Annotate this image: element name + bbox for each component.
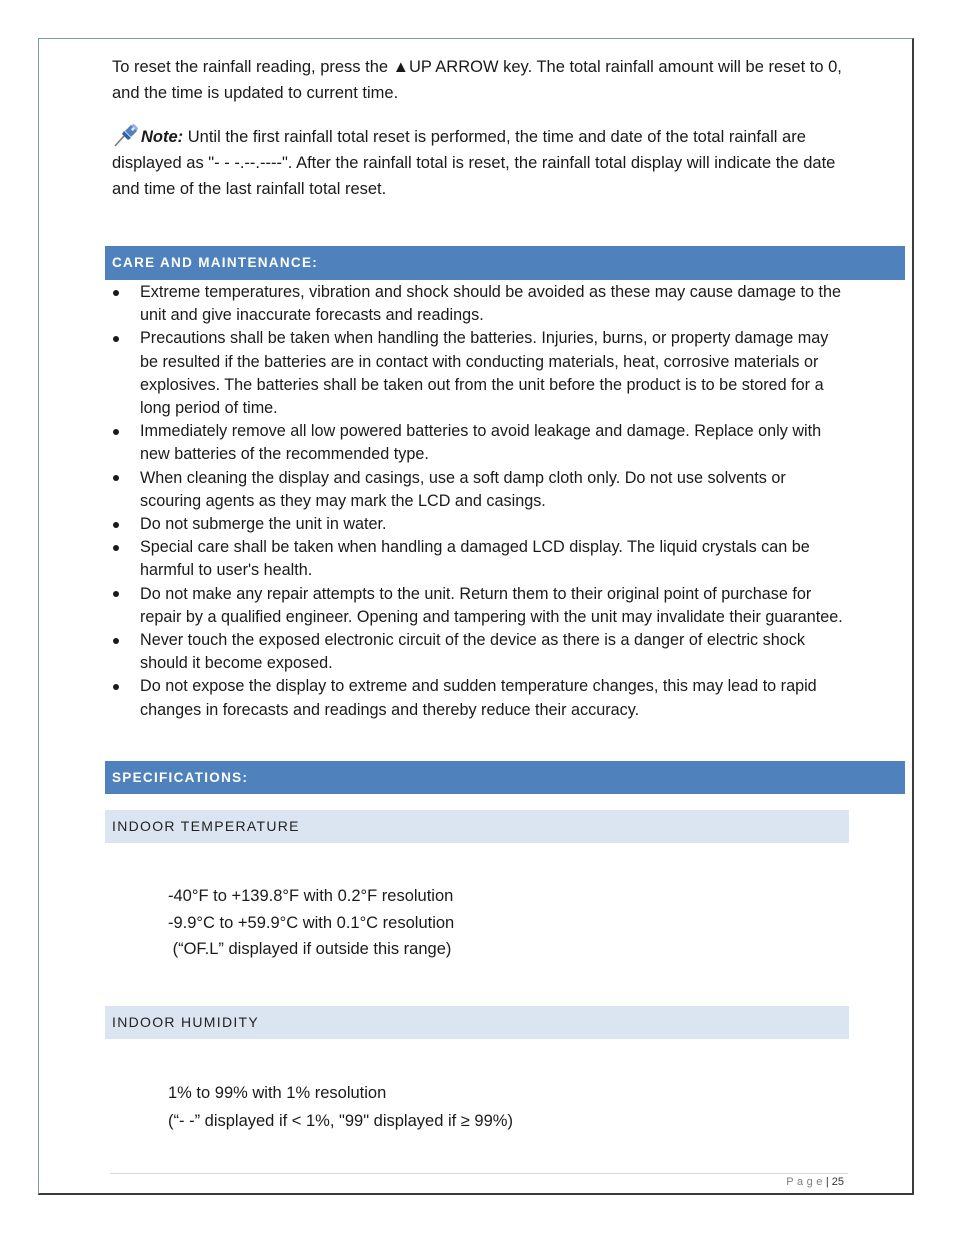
spec-line: (“- -” displayed if < 1%, "99" displayed if ≥ 99%) (168, 1112, 513, 1130)
bullet-icon (113, 591, 119, 597)
note-text: Until the first rainfall total reset is performed, the time and date of the total rainfall are displayed as "- - -.--.----". After the rainfall total is reset, the rainfall total display will indicate the date and time of the last rainfall total reset. (112, 128, 836, 198)
spec-line: (“OF.L” displayed if outside this range) (168, 940, 452, 958)
bullet-icon (113, 522, 119, 528)
bullet-icon (113, 429, 119, 435)
indoor-humidity-heading: INDOOR HUMIDITY (105, 1006, 849, 1039)
list-item: Precautions shall be taken when handling the batteries. Injuries, burns, or property damage may be resulted if the batteries are in contact with conducting materials, heat, corrosive materials or explosives. The batteries shall be taken out from the unit before the product is to be stored for a long period of time. (112, 327, 847, 420)
pushpin-icon (112, 122, 140, 148)
list-item: Do not submerge the unit in water. (112, 513, 847, 536)
page-separator: | (825, 1176, 829, 1188)
note-label: Note: (141, 128, 184, 146)
up-arrow-icon: ▲ (392, 58, 409, 76)
bullet-icon (113, 545, 119, 551)
indoor-temperature-specs (168, 883, 768, 963)
list-item: Immediately remove all low powered batteries to avoid leakage and damage. Replace only with new batteries of the recommended type. (112, 420, 847, 466)
bullet-icon (113, 290, 119, 296)
indoor-temperature-heading: INDOOR TEMPERATURE (105, 810, 849, 843)
spec-line: -9.9°C to +59.9°C with 0.1°C resolution (168, 913, 455, 932)
list-item: Extreme temperatures, vibration and shock should be avoided as these may cause damage to the unit and give inaccurate forecasts and readings. (112, 281, 847, 327)
bullet-icon (113, 638, 119, 644)
spec-line: -40°F to +139.8°F with 0.2°F resolution (168, 887, 454, 905)
reset-text-after: UP ARROW key. The total rainfall amount will be reset to 0, and the time is updated to current time. (112, 58, 842, 102)
note-paragraph (112, 122, 847, 202)
footer-divider (110, 1173, 848, 1174)
reset-text-before: To reset the rainfall reading, press the (112, 58, 393, 76)
list-item: Special care shall be taken when handling a damaged LCD display. The liquid crystals can be harmful to user's health. (112, 536, 847, 582)
page-word: Page (786, 1176, 826, 1188)
care-maintenance-heading: CARE AND MAINTENANCE: (105, 246, 905, 280)
indoor-humidity-specs (168, 1079, 768, 1135)
bullet-icon (113, 336, 119, 342)
care-list (112, 281, 847, 722)
list-item: When cleaning the display and casings, use a soft damp cloth only. Do not use solvents or scouring agents as they may mark the LCD and casings. (112, 467, 847, 513)
page-footer (786, 1176, 844, 1188)
list-item: Never touch the exposed electronic circuit of the device as there is a danger of electric shock should it become exposed. (112, 629, 847, 675)
bullet-icon (113, 475, 119, 481)
rainfall-reset-paragraph (112, 54, 847, 106)
list-item: Do not expose the display to extreme and sudden temperature changes, this may lead to rapid changes in forecasts and readings and thereby reduce their accuracy. (112, 675, 847, 721)
specifications-heading: SPECIFICATIONS: (105, 761, 905, 794)
spec-line: 1% to 99% with 1% resolution (168, 1084, 387, 1102)
list-item: Do not make any repair attempts to the unit. Return them to their original point of purchase for repair by a qualified engineer. Opening and tampering with the unit may invalidate their guarantee. (112, 583, 847, 629)
bullet-icon (113, 684, 119, 690)
page-number: 25 (831, 1176, 844, 1188)
